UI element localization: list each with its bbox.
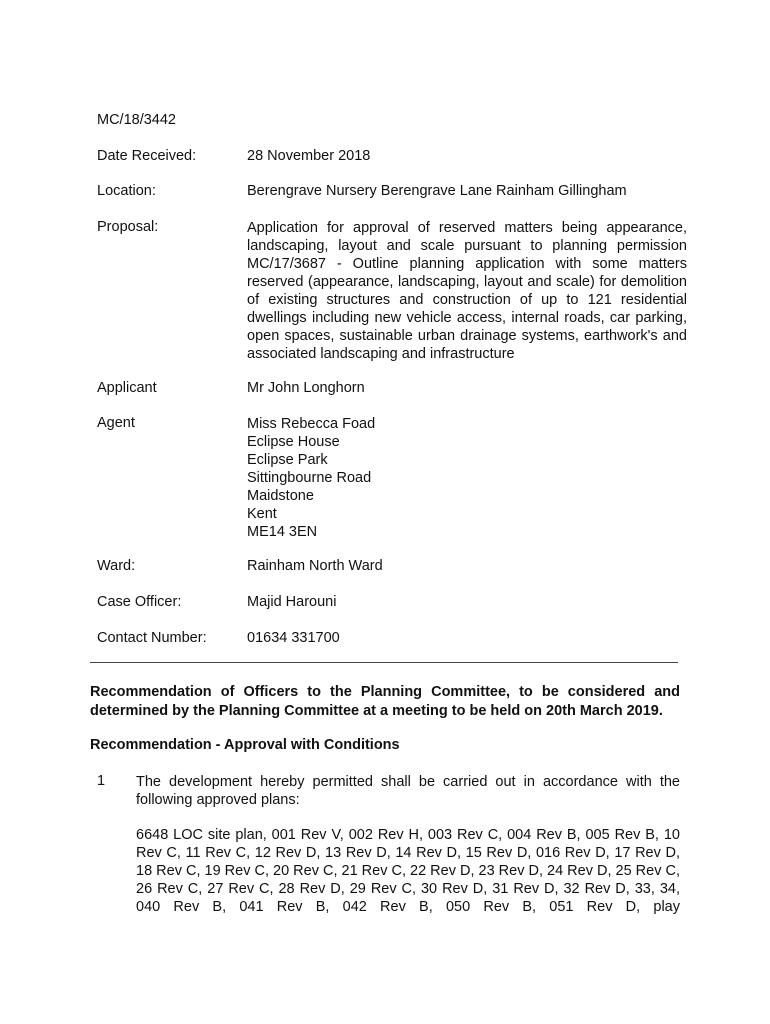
condition-text: The development hereby permitted shall be carried out in accordance with the following approved plans:	[136, 774, 680, 808]
applicant-label: Applicant	[97, 380, 157, 396]
reference-number: MC/18/3442	[97, 112, 176, 128]
agent-address-line: Maidstone	[247, 488, 314, 504]
agent-address-line: Eclipse Park	[247, 452, 328, 468]
agent-address-line: Kent	[247, 506, 277, 522]
date-received-label: Date Received:	[97, 148, 197, 164]
location-value: Berengrave Nursery Berengrave Lane Rainham Gillingham	[247, 183, 627, 199]
agent-postcode: ME14 3EN	[247, 524, 318, 540]
case-officer-value: Majid Harouni	[247, 594, 337, 610]
agent-address	[247, 415, 687, 541]
date-received-value: 28 November 2018	[247, 148, 371, 164]
ward-value: Rainham North Ward	[247, 558, 383, 574]
contact-number-label: Contact Number:	[97, 630, 207, 646]
contact-number-value: 01634 331700	[247, 630, 340, 646]
agent-label: Agent	[97, 415, 135, 431]
agent-address-line: Sittingbourne Road	[247, 470, 372, 486]
recommendation-type: Recommendation - Approval with Conditions	[90, 737, 400, 753]
applicant-value: Mr John Longhorn	[247, 380, 365, 396]
ward-label: Ward:	[97, 558, 136, 574]
recommendation-heading: Recommendation of Officers to the Planning Committee, to be considered and determined by the Planning Committee at a meeting to be held on 20th March 2019.	[90, 684, 680, 719]
case-officer-label: Case Officer:	[97, 594, 182, 610]
condition-number: 1	[97, 773, 106, 789]
approved-plans-list: 6648 LOC site plan, 001 Rev V, 002 Rev H, 003 Rev C, 004 Rev B, 005 Rev B, 10 Rev C, 11 Rev C, 12 Rev D, 13 Rev D, 14 Rev D, 15 Rev D, 016 Rev D, 17 Rev D, 18 Rev C, 19 Rev C, 20 Rev C, 21 Rev C, 22 Rev D, 23 Rev D, 24 Rev D, 25 Rev C, 26 Rev C, 27 Rev C, 28 Rev D, 29 Rev C, 30 Rev D, 31 Rev D, 32 Rev D, 33, 34, 040 Rev B, 041 Rev B, 042 Rev B, 050 Rev B, 051 Rev D, play	[136, 827, 680, 915]
section-divider	[90, 662, 678, 663]
agent-address-line: Eclipse House	[247, 434, 340, 450]
proposal-value: Application for approval of reserved matters being appearance, landscaping, layout and scale pursuant to planning permission MC/17/3687 - Outline planning application with some matters reserved (appearance, landscaping, layout and scale) for demolition of existing structures and construction of up to 121 residential dwellings including new vehicle access, internal roads, car parking, open spaces, sustainable urban drainage systems, earthwork's and associated landscaping and infrastructure	[247, 220, 687, 362]
agent-name: Miss Rebecca Foad	[247, 416, 376, 432]
location-label: Location:	[97, 183, 156, 199]
proposal-label: Proposal:	[97, 219, 159, 235]
